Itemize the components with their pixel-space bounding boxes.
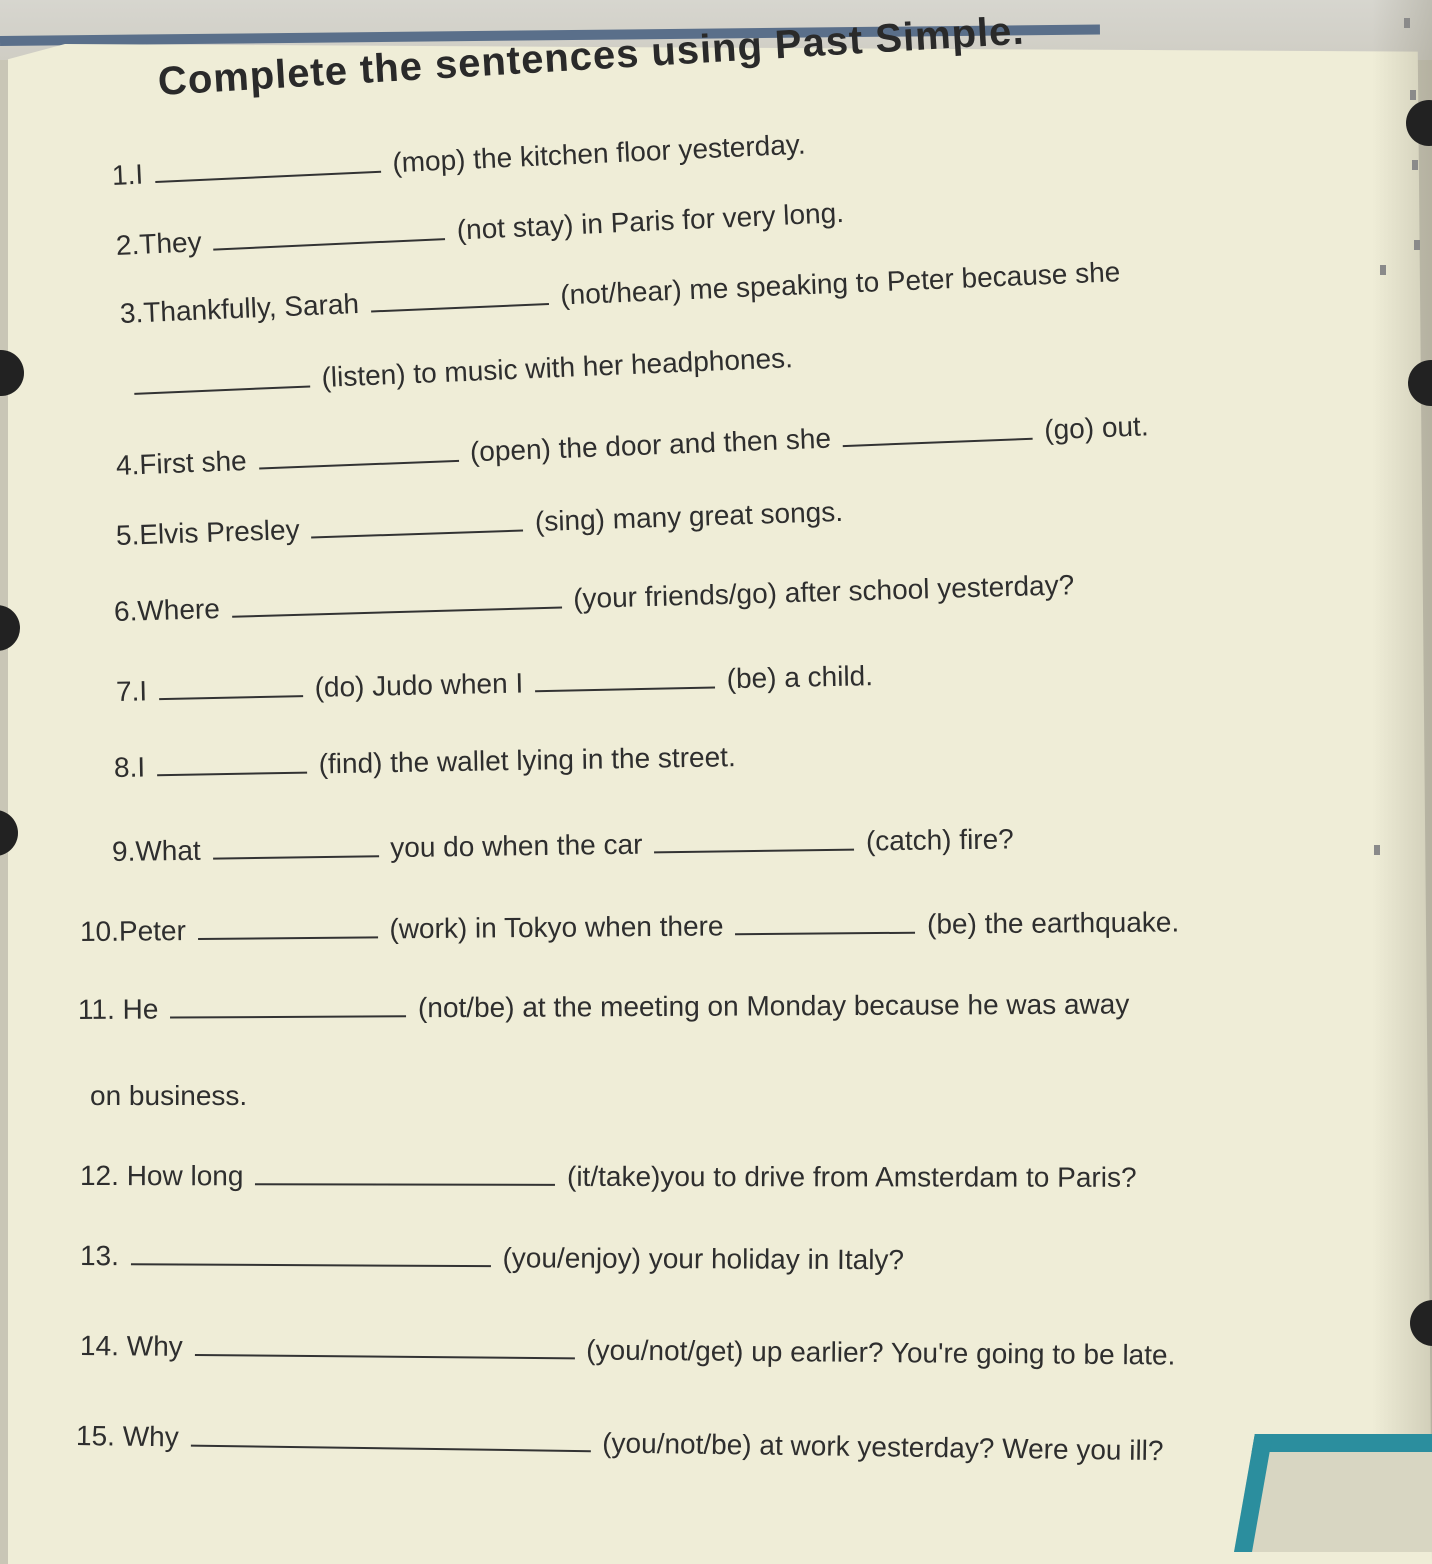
sentence-start: How long <box>126 1160 244 1192</box>
edge-mark <box>1380 265 1386 275</box>
answer-blank[interactable] <box>155 171 381 183</box>
item-number: 13. <box>79 1240 120 1272</box>
answer-blank[interactable] <box>654 849 854 854</box>
answer-blank[interactable] <box>134 385 310 394</box>
sentence-hint: (mop) the kitchen floor yesterday. <box>391 128 807 179</box>
sentence-start: I <box>134 158 144 190</box>
item-number: 8. <box>113 751 138 783</box>
edge-mark <box>1404 18 1410 28</box>
sentence-hint: (open) the door and then she <box>469 422 832 468</box>
answer-blank[interactable] <box>157 772 307 777</box>
answer-blank[interactable] <box>371 303 549 312</box>
answer-blank[interactable] <box>131 1263 491 1267</box>
sentence-hint-2: (be) a child. <box>726 660 874 695</box>
item-number: 9. <box>111 835 136 867</box>
answer-blank[interactable] <box>312 529 524 538</box>
sentence-hint: (you/not/get) up earlier? You're going to be late. <box>586 1334 1176 1371</box>
sentence-start: Why <box>126 1330 183 1362</box>
worksheet-title: Complete the sentences using Past Simple. <box>156 8 1026 104</box>
sentence-hint: (your friends/go) after school yesterday? <box>572 569 1075 615</box>
sentence-hint: (you/not/be) at work yesterday? Were you ill? <box>602 1427 1164 1467</box>
item-number: 1. <box>111 158 137 191</box>
edge-mark <box>1374 845 1380 855</box>
answer-blank[interactable] <box>735 932 915 936</box>
answer-blank[interactable] <box>190 1445 590 1453</box>
sentence-start: They <box>138 226 203 260</box>
sentence-start: I <box>139 675 148 707</box>
exercise-row-11-continued <box>90 1080 247 1112</box>
answer-blank[interactable] <box>232 606 562 617</box>
item-number: 2. <box>115 228 141 261</box>
answer-blank[interactable] <box>194 1354 574 1359</box>
teal-object-corner <box>1234 1434 1432 1552</box>
exercise-row-13 <box>80 1240 904 1276</box>
sentence-hint: (it/take)you to drive from Amsterdam to Paris? <box>566 1160 1137 1193</box>
item-number: 4. <box>115 449 140 481</box>
sentence-hint: on business. <box>90 1080 248 1111</box>
item-number: 6. <box>113 595 138 627</box>
sentence-hint: (work) in Tokyo when there <box>389 910 724 945</box>
sentence-start: What <box>135 834 201 867</box>
sentence-hint: (find) the wallet lying in the street. <box>318 741 736 780</box>
sentence-hint-2: (catch) fire? <box>865 823 1014 857</box>
item-number: 7. <box>115 675 140 707</box>
sentence-hint: (you/enjoy) your holiday in Italy? <box>502 1242 905 1276</box>
item-number: 5. <box>115 519 140 551</box>
sentence-start: Why <box>122 1420 179 1453</box>
sentence-start: I <box>137 751 146 783</box>
sentence-hint: (not stay) in Paris for very long. <box>456 196 845 246</box>
edge-mark <box>1412 160 1418 170</box>
sentence-start: Elvis Presley <box>138 513 301 551</box>
item-number: 12. <box>79 1160 119 1192</box>
item-number: 10. <box>79 915 120 947</box>
answer-blank[interactable] <box>259 460 459 470</box>
item-number: 3. <box>119 297 144 329</box>
sentence-hint: (sing) many great songs. <box>534 495 844 538</box>
answer-blank[interactable] <box>159 695 303 700</box>
item-number: 11. <box>77 993 115 1025</box>
sentence-start: Peter <box>118 915 187 947</box>
sentence-start: First she <box>138 444 248 481</box>
item-number: 14. <box>79 1330 120 1362</box>
sentence-hint: (listen) to music with her headphones. <box>320 342 794 393</box>
sentence-hint-2: (go) out. <box>1043 410 1150 446</box>
sentence-hint: (not/hear) me speaking to Peter because she <box>559 256 1121 311</box>
answer-blank[interactable] <box>255 1183 555 1186</box>
sentence-start: Thankfully, Sarah <box>142 287 360 329</box>
sentence-hint: (not/be) at the meeting on Monday because he was away <box>417 988 1130 1024</box>
item-number: 15. <box>75 1420 116 1452</box>
edge-mark <box>1414 240 1420 250</box>
sentence-start: Where <box>136 593 221 627</box>
answer-blank[interactable] <box>213 855 379 859</box>
answer-blank[interactable] <box>198 936 378 940</box>
answer-blank[interactable] <box>170 1015 406 1018</box>
answer-blank[interactable] <box>843 438 1033 447</box>
answer-blank[interactable] <box>535 686 715 692</box>
sentence-hint: (do) Judo when I <box>314 667 524 703</box>
sentence-hint-2: (be) the earthquake. <box>926 906 1180 940</box>
edge-mark <box>1410 90 1416 100</box>
exercise-row-11 <box>78 988 1129 1026</box>
exercise-row-12 <box>80 1160 1137 1194</box>
sentence-hint: you do when the car <box>390 828 643 864</box>
sentence-start: He <box>122 993 159 1025</box>
